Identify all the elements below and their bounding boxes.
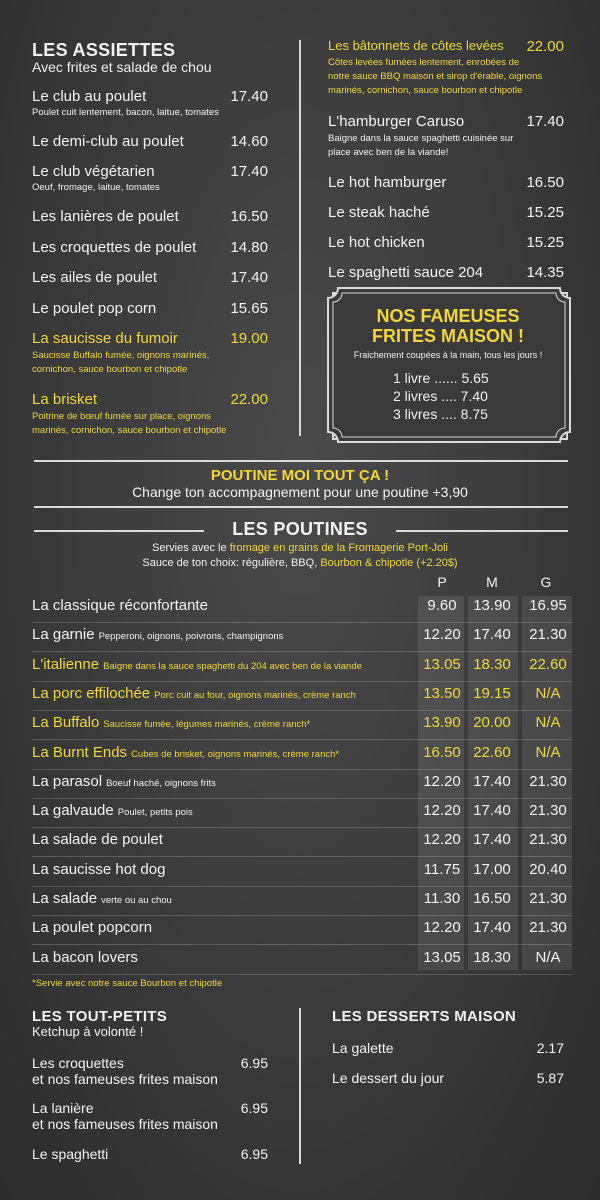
item-description: Poulet cuit lentement, bacon, laitue, tomates: [32, 107, 219, 118]
price-large: 21.30: [529, 890, 567, 907]
col-header-p: P: [437, 574, 447, 590]
table-row: [32, 773, 572, 802]
price-small: 9.60: [427, 597, 457, 614]
poutine-name: La parasol Boeuf haché, oignons frits: [32, 772, 216, 790]
price-medium: 20.00: [473, 714, 511, 732]
column-divider: [299, 1008, 301, 1164]
price-large: N/A: [535, 684, 561, 702]
price-small: 12.20: [423, 831, 461, 849]
assiettes-title: LES ASSIETTES: [32, 40, 176, 60]
item-description: Côtes levées fumées lentement, enrobées de notre sauce BBQ maison et sirop d'érable, oignons marinés, cornichon, sauce bourbon et chipotle: [328, 57, 543, 96]
table-row: [32, 597, 572, 626]
price-large: 22.60: [529, 655, 567, 673]
price-small: 13.50: [423, 684, 461, 702]
table-row: [32, 831, 572, 860]
price-large: 21.30: [529, 802, 567, 820]
price-small: 12.20: [423, 802, 461, 820]
price-small: 11.30: [423, 890, 461, 907]
promo-title: POUTINE MOI TOUT ÇA !: [210, 467, 390, 484]
poutine-name: La classique réconfortante: [32, 597, 208, 614]
item-description: Poitrine de bœuf fumée sur place, oignons marinés, cornichon, sauce bourbon et chipotle: [32, 411, 227, 436]
poutine-name: La salade de poulet: [32, 831, 163, 849]
poutines-footnote: *Servie avec notre sauce Bourbon et chipotle: [32, 978, 223, 989]
item-description: Baigne dans la sauce spaghetti cuisinée sur place avec ben de la viande!: [328, 133, 514, 158]
assiettes-subtitle: Avec frites et salade de chou: [32, 59, 212, 75]
price-small: 12.20: [423, 626, 461, 644]
poutine-name: La saucisse hot dog: [32, 860, 166, 878]
price-small: 13.05: [423, 655, 461, 673]
table-row: [32, 656, 572, 685]
menu-item: La lanière et nos fameuses frites maison 6.95: [32, 1100, 268, 1132]
table-row: [32, 949, 572, 978]
price-small: 12.20: [423, 772, 461, 790]
price-medium: 18.30: [473, 655, 511, 673]
price-medium: 17.40: [473, 802, 511, 820]
divider: [396, 530, 568, 532]
table-row: [32, 919, 572, 948]
price-large: 21.30: [529, 626, 567, 644]
poutine-name: La garnie Pepperoni, oignons, poivrons, champignons: [32, 626, 284, 644]
item-description: Saucisse Buffalo fumée, oignons marinés, cornichon, sauce bourbon et chipotle: [32, 350, 210, 375]
poutines-cheese-line: Servies avec le fromage en grains de la Fromagerie Port-Joli: [152, 542, 448, 554]
desserts-title: LES DESSERTS MAISON: [332, 1008, 517, 1025]
poutine-name: L'italienne Baigne dans la sauce spaghetti du 204 avec ben de la viande: [32, 655, 362, 673]
poutine-name: La Buffalo Saucisse fumée, légumes marinés, crème ranch*: [32, 714, 311, 732]
poutine-name: La poulet popcorn: [32, 919, 153, 937]
frites-subtitle: Fraichement coupées à la main, tous les jours !: [353, 350, 543, 360]
price-medium: 17.40: [473, 772, 511, 790]
price-medium: 16.50: [473, 890, 511, 907]
table-row: [32, 890, 572, 919]
price-small: 16.50: [423, 743, 461, 761]
price-large: N/A: [535, 743, 561, 761]
table-row: [32, 685, 572, 714]
col-header-g: G: [540, 574, 552, 590]
frites-prices: 1 livre ...... 5.65 2 livres .... 7.40 3 livres .... 8.75: [393, 370, 489, 422]
price-large: 21.30: [529, 772, 567, 790]
item-description: Oeuf, fromage, laitue, tomates: [32, 182, 160, 193]
poutine-name: La Burnt Ends Cubes de brisket, oignons marinés, crème ranch*: [32, 743, 340, 761]
table-row: [32, 714, 572, 743]
menu-item: Le spaghetti 6.95: [32, 1146, 268, 1162]
column-divider: [299, 40, 301, 436]
petits-title: LES TOUT-PETITS: [32, 1008, 168, 1025]
price-medium: 18.30: [473, 948, 511, 966]
poutines-sauce-line: Sauce de ton choix: régulière, BBQ, Bourbon & chipotle (+2.20$): [142, 557, 458, 569]
price-medium: 17.40: [473, 831, 511, 849]
price-large: N/A: [535, 948, 561, 966]
promo-subtitle: Change ton accompagnement pour une poutine +3,90: [132, 484, 468, 500]
price-medium: 19.15: [473, 684, 511, 702]
price-medium: 22.60: [473, 743, 511, 761]
poutine-name: La porc effilochée Porc cuit au four, oignons marinés, crème ranch: [32, 684, 356, 702]
price-large: 20.40: [529, 860, 567, 878]
price-medium: 17.40: [473, 626, 511, 644]
poutine-name: La galvaude Poulet, petits pois: [32, 802, 193, 820]
price-small: 13.90: [423, 714, 461, 732]
divider: [34, 506, 568, 508]
price-large: 21.30: [529, 919, 567, 937]
price-small: 12.20: [423, 919, 461, 937]
table-row: [32, 744, 572, 773]
petits-subtitle: Ketchup à volonté !: [32, 1024, 144, 1039]
poutine-name: La bacon lovers: [32, 948, 138, 966]
price-medium: 13.90: [473, 597, 511, 614]
price-large: 16.95: [529, 597, 567, 614]
price-small: 13.05: [423, 948, 461, 966]
divider: [34, 460, 568, 462]
poutines-title: LES POUTINES: [232, 519, 368, 539]
col-header-m: M: [486, 574, 498, 590]
table-row: [32, 626, 572, 655]
table-row: [32, 861, 572, 890]
price-medium: 17.40: [473, 919, 511, 937]
menu-item: Les croquettes et nos fameuses frites maison 6.95: [32, 1055, 268, 1087]
price-large: N/A: [535, 714, 561, 732]
poutine-name: La salade verte ou au chou: [32, 890, 172, 907]
frites-title: NOS FAMEUSES FRITES MAISON !: [372, 306, 524, 346]
table-row: [32, 802, 572, 831]
price-small: 11.75: [423, 860, 461, 878]
price-large: 21.30: [529, 831, 567, 849]
price-medium: 17.00: [473, 860, 511, 878]
